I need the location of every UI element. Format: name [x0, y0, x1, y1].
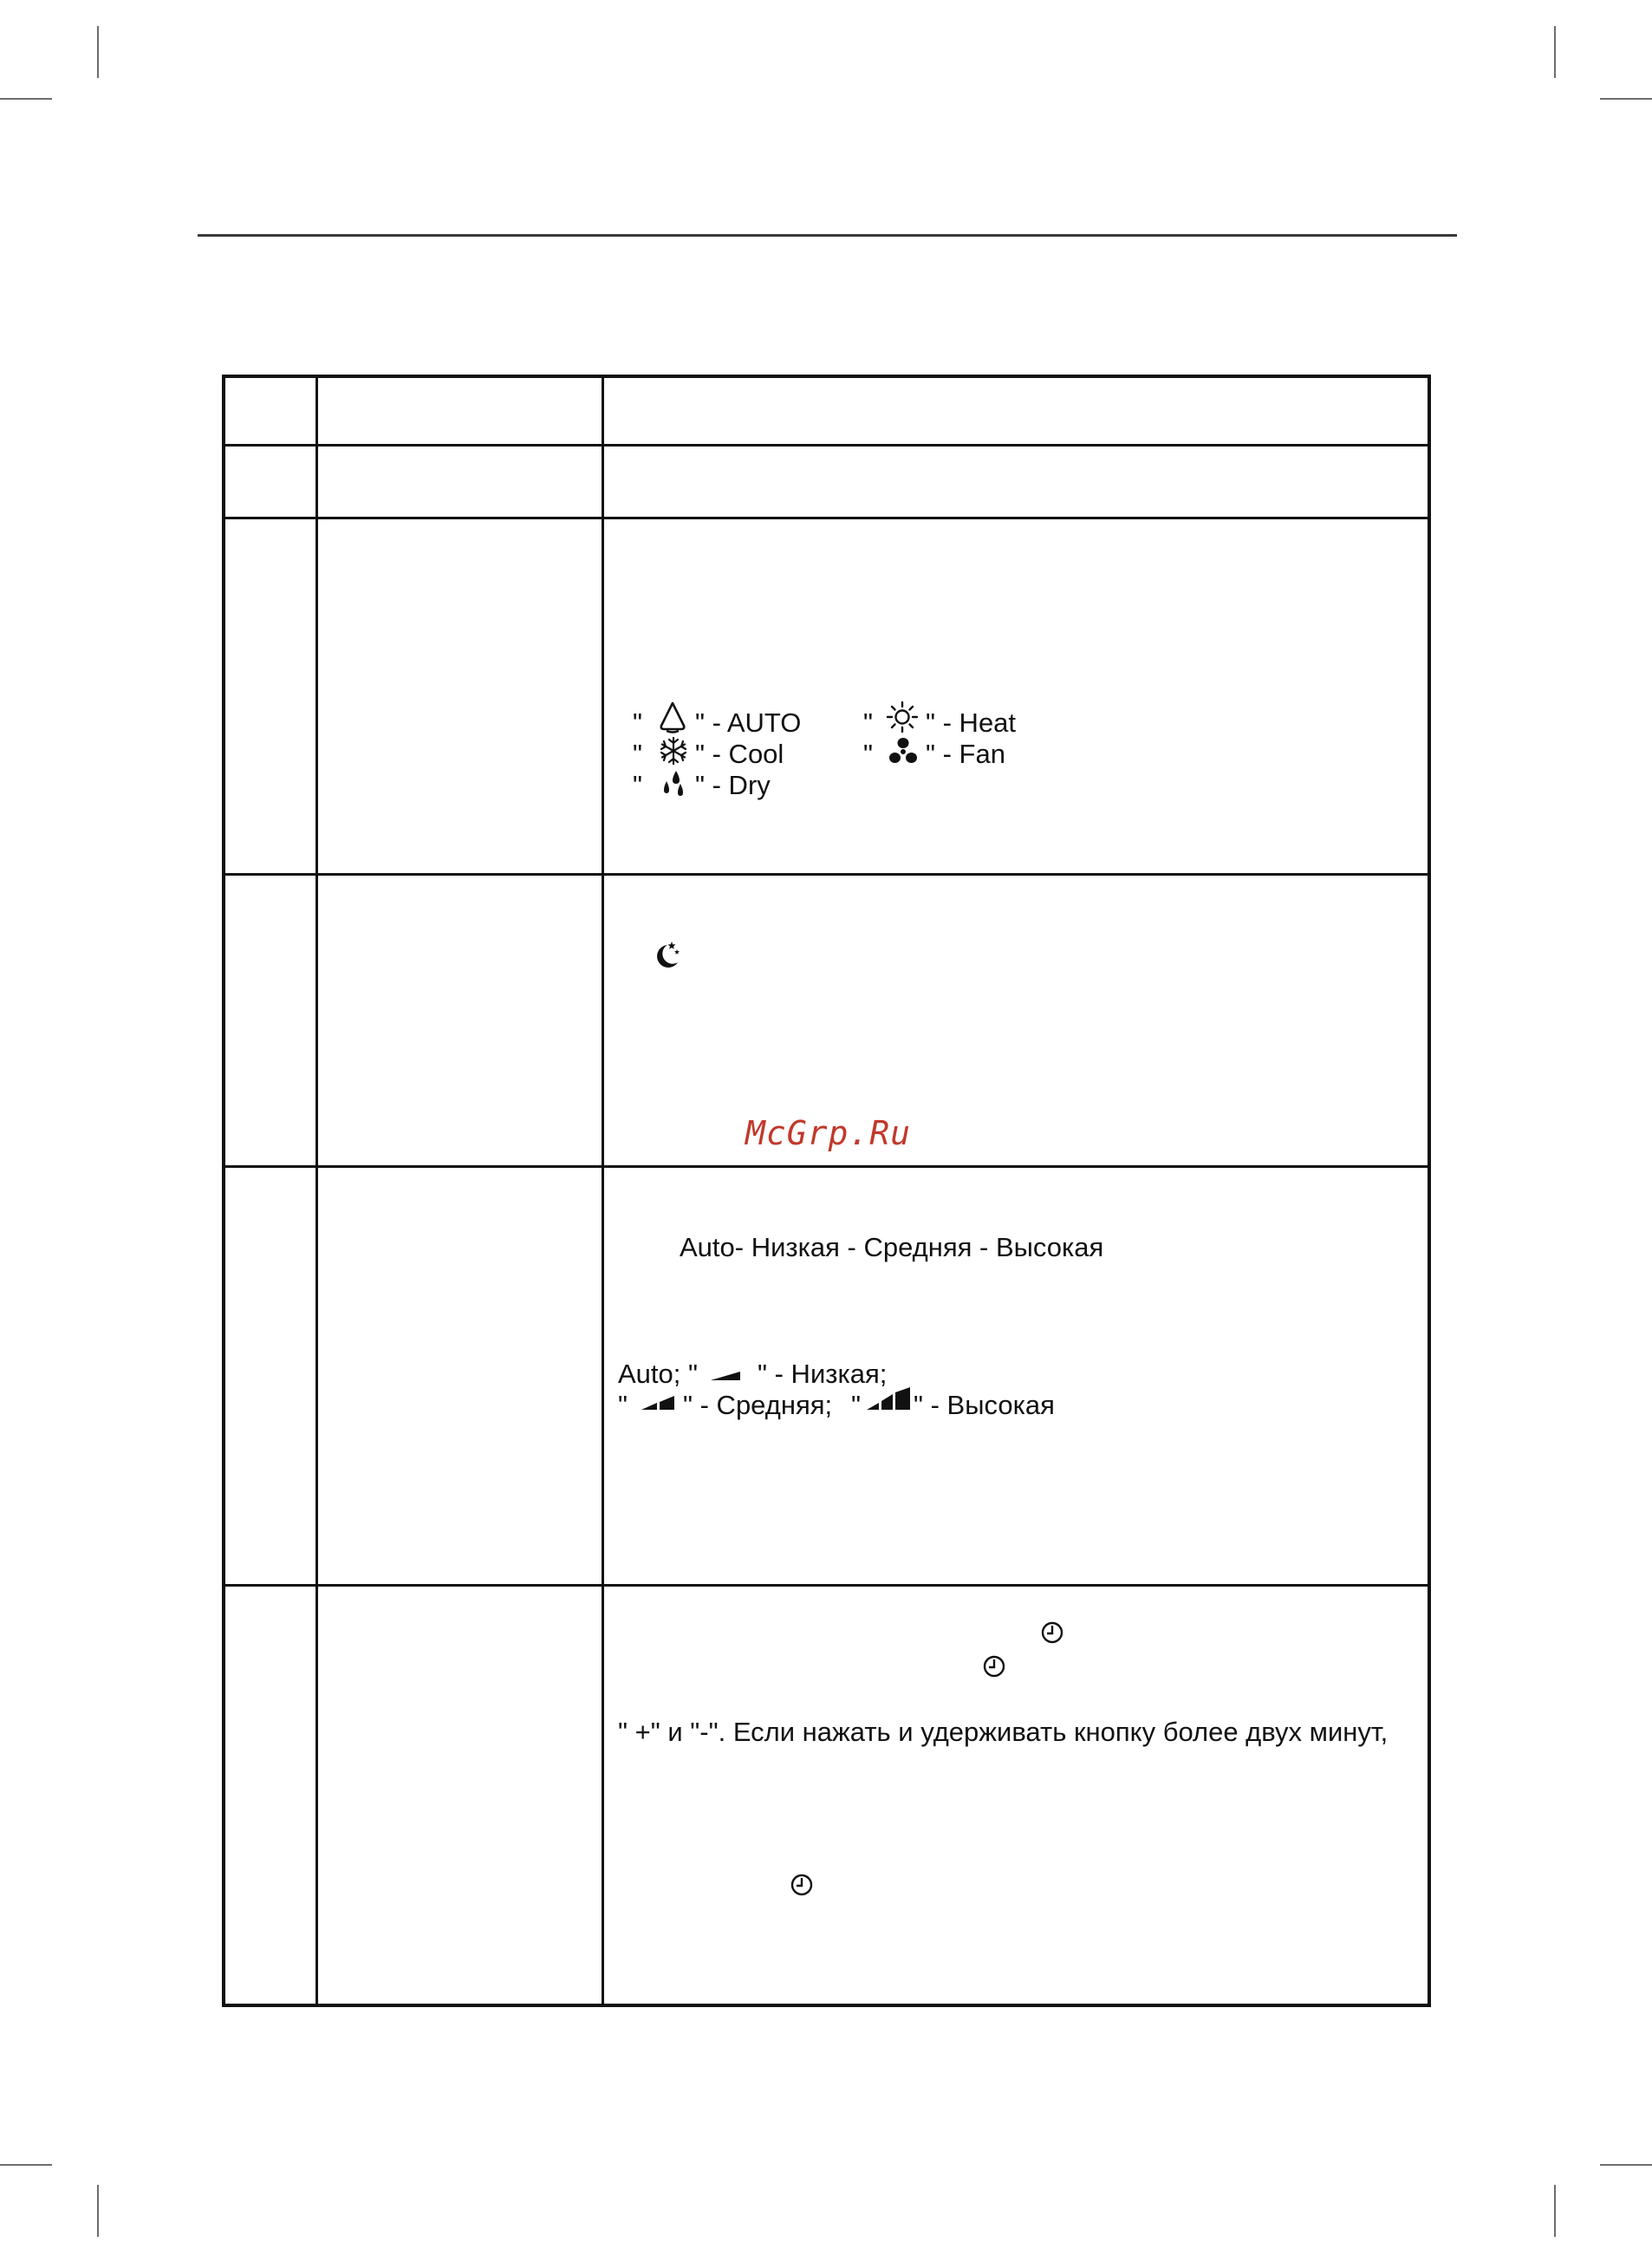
water-drops-icon: [659, 768, 688, 799]
mode-auto-label: " - AUTO: [695, 707, 802, 738]
crop-mark: [0, 98, 52, 100]
snowflake-icon: [659, 736, 688, 766]
row-divider: [225, 873, 1428, 876]
quote-mark: ": [863, 707, 874, 738]
quote-mark: ": [863, 739, 874, 769]
quote-mark: ": [851, 1390, 862, 1420]
crop-mark: [1554, 26, 1556, 78]
signal-bars-icon: [709, 1363, 744, 1384]
crop-mark: [97, 26, 99, 78]
quote-mark: ": [633, 739, 643, 769]
fan-speed-sequence: Auto- Низкая - Средняя - Высокая: [680, 1232, 1104, 1262]
fan-speed-low-label: " - Низкая;: [758, 1359, 888, 1389]
row-divider: [225, 1584, 1428, 1587]
watermark: McGrp.Ru: [745, 1114, 912, 1152]
fan-speed-high-label: " - Высокая: [914, 1390, 1055, 1420]
fan-speed-auto-low: Auto; ": [618, 1359, 699, 1389]
column-divider: [315, 378, 318, 2004]
mode-fan-label: " - Fan: [926, 739, 1005, 769]
moon-stars-icon: [648, 938, 683, 973]
function-table: [222, 375, 1431, 2007]
clock-icon: [1040, 1620, 1064, 1645]
sun-icon: [886, 701, 919, 733]
fan-speed-medium-label: " - Средняя;: [683, 1390, 833, 1420]
crop-mark: [1600, 2164, 1652, 2166]
quote-mark: ": [618, 1390, 628, 1420]
mode-dry-label: " - Dry: [695, 770, 771, 800]
row-divider: [225, 517, 1428, 519]
crop-mark: [1600, 98, 1652, 100]
column-divider: [602, 378, 604, 2004]
crop-mark: [0, 2164, 52, 2166]
clock-icon: [982, 1654, 1006, 1679]
timer-hold-text: " +" и "-". Если нажать и удерживать кнопку более двух минут,: [618, 1717, 1389, 1747]
signal-bars-icon: [640, 1391, 678, 1413]
row-divider: [225, 444, 1428, 447]
quote-mark: ": [633, 707, 643, 738]
row-divider: [225, 1165, 1428, 1168]
mode-heat-label: " - Heat: [926, 707, 1017, 738]
quote-mark: ": [633, 770, 643, 800]
signal-bars-icon: [865, 1385, 914, 1413]
clock-icon: [790, 1873, 814, 1897]
auto-mode-icon: [657, 701, 688, 735]
header-rule: [198, 234, 1457, 237]
crop-mark: [97, 2185, 99, 2237]
mode-cool-label: " - Cool: [695, 739, 784, 769]
fan-icon: [888, 737, 919, 766]
crop-mark: [1554, 2185, 1556, 2237]
